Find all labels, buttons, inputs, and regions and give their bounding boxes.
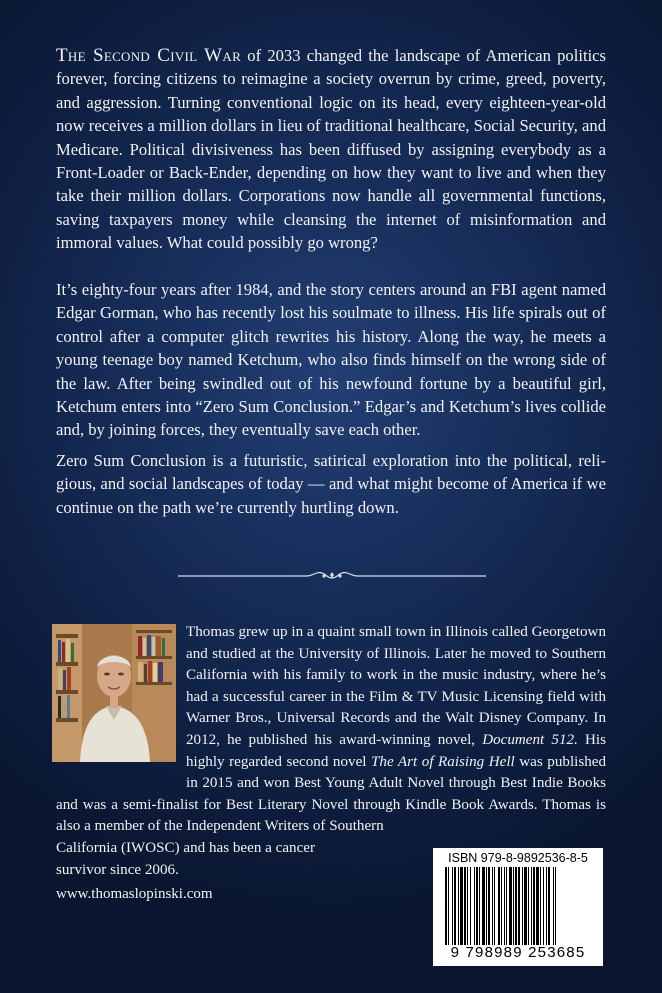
barcode-bar xyxy=(488,867,490,945)
barcode-bar xyxy=(522,867,523,945)
barcode-bar xyxy=(504,867,505,945)
barcode-bar xyxy=(546,867,547,945)
barcode-bar xyxy=(464,867,466,945)
barcode-bar xyxy=(509,867,512,945)
bio-text-2: His highly regarded second novel xyxy=(186,731,606,770)
barcode-bar xyxy=(518,867,520,945)
barcode-bar xyxy=(460,867,463,945)
bio-text-4: California (IWOSC) and has been a cancer survivor since 2006. xyxy=(56,839,315,878)
barcode-bar xyxy=(498,867,500,945)
barcode-bar xyxy=(536,867,539,945)
barcode-digits: 9 798989 253685 xyxy=(450,944,586,961)
barcode-bar xyxy=(553,867,554,945)
barcode-bar xyxy=(479,867,480,945)
barcode-bar xyxy=(501,867,502,945)
isbn-barcode xyxy=(433,848,603,966)
barcode-bar xyxy=(515,867,517,945)
barcode-bar xyxy=(467,867,468,945)
barcode-bar xyxy=(543,867,544,945)
barcode-bar xyxy=(513,867,514,945)
blurb-paragraph-1 xyxy=(56,44,606,255)
blurb-paragraph-3: Zero Sum Conclusion is a futuristic, satirical exploration into the political, religious, and social landscapes of today — and what might become of America if we continue on the path we’re currently hurtling down. xyxy=(56,451,606,517)
barcode-bar xyxy=(474,867,475,945)
blurb-paragraph-2: It’s eighty-four years after 1984, and the story centers around an FBI agent named Edgar Gorman, who has recently lost his soulmate to illness. His life spirals out of control after a computer glitch rewrites his history. Along the way, he meets a young teenage boy named Ketchum, who also finds himself on the wrong side of the law. After being swindled out of his newfound fortune by a beautiful girl, Ketchum enters into “Zero Sum Conclusion.” Edgar’s and Ketchum’s lives collide and, by joining forces, they eventually save each other. xyxy=(56,280,606,440)
barcode-bar xyxy=(528,867,529,945)
barcode-bar xyxy=(531,867,532,945)
barcode-bar xyxy=(445,867,447,945)
barcode-bar xyxy=(548,867,550,945)
barcode-bar xyxy=(494,867,495,945)
barcode-bar xyxy=(506,867,507,945)
barcode-bar xyxy=(492,867,493,945)
barcode-bar xyxy=(524,867,527,945)
barcode-bar xyxy=(476,867,478,945)
barcode-bar xyxy=(555,867,556,945)
barcode-bar xyxy=(458,867,459,945)
barcode-bar xyxy=(540,867,541,945)
barcode-bar xyxy=(486,867,487,945)
blurb-lead-title: The Second Civil War xyxy=(56,45,242,66)
author-website: www.thomaslopinski.com xyxy=(56,886,213,902)
bio-book-title-2: The Art of Raising Hell xyxy=(371,753,515,770)
barcode-bar xyxy=(454,867,456,945)
barcode-bar xyxy=(470,867,471,945)
blurb-p1-text: of 2033 changed the landscape of American politics forever, forcing citizens to reimagine a society overrun by crime, greed, poverty, and aggression. Turning conventional logic on its head, every eighteen-year-old now receives a million dollars in lieu of traditional healthcare, Social Security, and Medicare. Political divisiveness has been diffused by assigning everybody as a Front-Loader or Back-Ender, depending on how they want to live and when they take their million dollars. Corporations now handle all governmental functions, saving taxpayers money while cleansing the internet of misinformation and immoral values. What could possibly go wrong? xyxy=(56,46,606,253)
author-bio xyxy=(56,622,606,881)
bio-text-1: Thomas grew up in a quaint small town in Illinois called Georgetown and studied at the University of Illinois. Later he moved to Southern California with his family to work in the music industry, where he’s had a successful career in the Film & TV Music Licensing field with Warner Bros., Universal Records and the Walt Disney Company. In 2012, he published his award-winning novel, xyxy=(186,624,606,748)
barcode-bar xyxy=(482,867,485,945)
ornament-divider xyxy=(178,570,486,582)
barcode-bars xyxy=(441,867,595,945)
barcode-bar xyxy=(448,867,449,945)
bio-text-3: was published in 2015 and won Best Young Adult Novel through Best Indie Books and was a semi-finalist for Best Literary Novel through Kindle Book Awards. Thomas is also a member of the Independent Writers of Southern xyxy=(56,753,607,835)
isbn-label: ISBN 979-8-9892536-8-5 xyxy=(448,851,588,865)
barcode-bar xyxy=(452,867,453,945)
barcode-bar xyxy=(533,867,535,945)
bio-book-title-1: Document 512. xyxy=(482,731,578,748)
